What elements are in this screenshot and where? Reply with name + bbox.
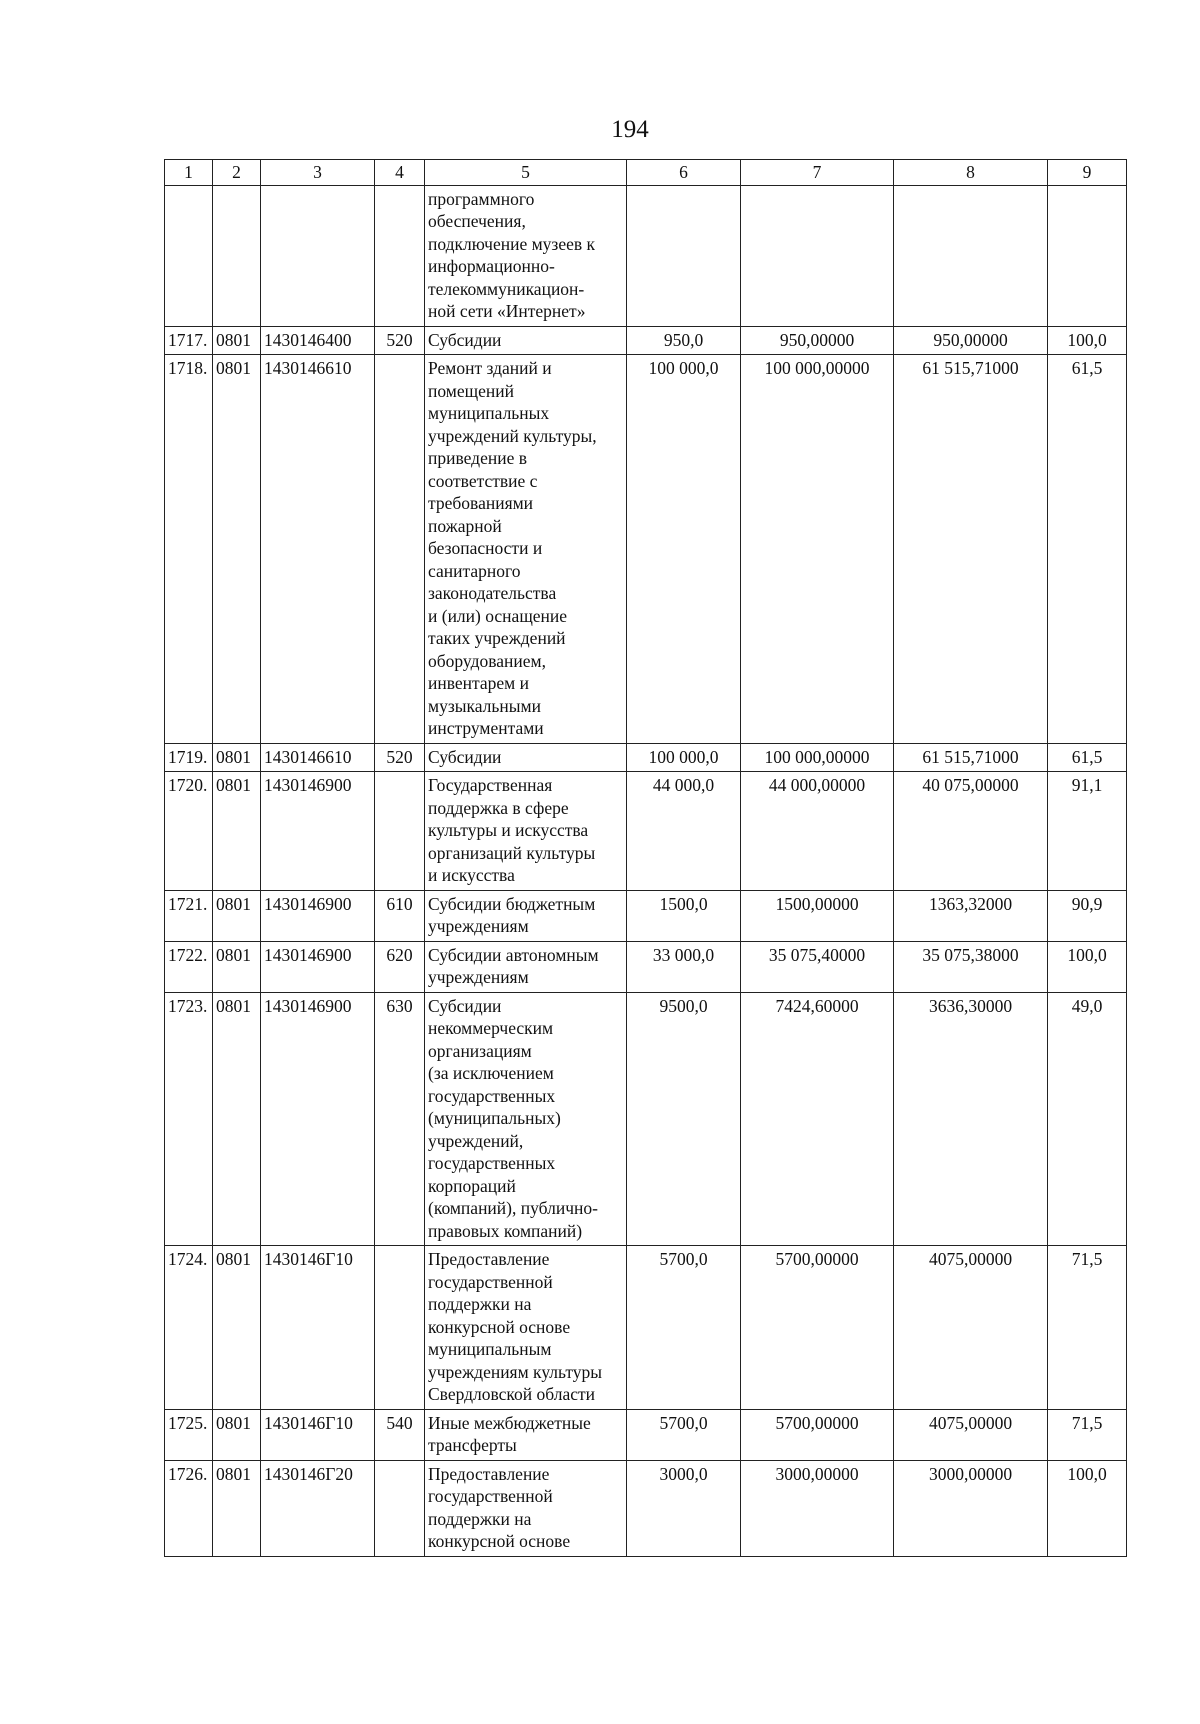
percent: 100,0 <box>1048 326 1127 355</box>
value-col-7: 7424,60000 <box>741 992 894 1246</box>
value-col-7: 3000,00000 <box>741 1460 894 1556</box>
value-col-6: 33 000,0 <box>627 941 741 992</box>
value-col-7: 1500,00000 <box>741 890 894 941</box>
description: Субсидии <box>425 743 627 772</box>
expense-type: 630 <box>375 992 425 1246</box>
value-col-6: 3000,0 <box>627 1460 741 1556</box>
table-row <box>165 890 1127 941</box>
expense-type: 520 <box>375 326 425 355</box>
value-col-8: 61 515,71000 <box>894 355 1048 744</box>
value-col-8: 3000,00000 <box>894 1460 1048 1556</box>
expense-type <box>375 355 425 744</box>
table-row <box>165 743 1127 772</box>
row-number: 1726. <box>165 1460 213 1556</box>
header-col-4: 4 <box>375 160 425 186</box>
value-col-8 <box>894 185 1048 326</box>
header-col-7: 7 <box>741 160 894 186</box>
section-code: 0801 <box>213 772 261 891</box>
expense-type <box>375 185 425 326</box>
table-row <box>165 1460 1127 1556</box>
target-code: 1430146900 <box>261 941 375 992</box>
row-number: 1722. <box>165 941 213 992</box>
section-code: 0801 <box>213 1409 261 1460</box>
table-row <box>165 185 1127 326</box>
target-code: 1430146900 <box>261 890 375 941</box>
value-col-6: 100 000,0 <box>627 743 741 772</box>
section-code: 0801 <box>213 890 261 941</box>
description: Субсидии <box>425 326 627 355</box>
table-row <box>165 355 1127 744</box>
row-number: 1718. <box>165 355 213 744</box>
percent: 100,0 <box>1048 941 1127 992</box>
table-row <box>165 1246 1127 1410</box>
table-row <box>165 992 1127 1246</box>
description: Государственная поддержка в сфере культуры и искусства организаций культуры и искусства <box>425 772 627 891</box>
table-row <box>165 941 1127 992</box>
value-col-6: 950,0 <box>627 326 741 355</box>
description: Иные межбюджетные трансферты <box>425 1409 627 1460</box>
description: Ремонт зданий и помещений муниципальных учреждений культуры, приведение в соответствие с требованиями пожарной безопасности и санитарного законодательства и (или) оснащение таких учреждений оборудованием, инвентарем и музыкальными инструментами <box>425 355 627 744</box>
description: программного обеспечения, подключение музеев к информационно- телекоммуникацион- ной сети «Интернет» <box>425 185 627 326</box>
value-col-6: 9500,0 <box>627 992 741 1246</box>
value-col-8: 4075,00000 <box>894 1246 1048 1410</box>
value-col-7 <box>741 185 894 326</box>
value-col-8: 40 075,00000 <box>894 772 1048 891</box>
expense-type: 620 <box>375 941 425 992</box>
row-number: 1721. <box>165 890 213 941</box>
value-col-6 <box>627 185 741 326</box>
row-number: 1720. <box>165 772 213 891</box>
section-code: 0801 <box>213 941 261 992</box>
row-number: 1723. <box>165 992 213 1246</box>
value-col-7: 100 000,00000 <box>741 355 894 744</box>
target-code: 1430146900 <box>261 992 375 1246</box>
section-code <box>213 185 261 326</box>
expense-type <box>375 1246 425 1410</box>
table-row <box>165 772 1127 891</box>
expense-type: 520 <box>375 743 425 772</box>
header-col-6: 6 <box>627 160 741 186</box>
percent: 71,5 <box>1048 1409 1127 1460</box>
target-code: 1430146400 <box>261 326 375 355</box>
value-col-6: 100 000,0 <box>627 355 741 744</box>
value-col-8: 35 075,38000 <box>894 941 1048 992</box>
description: Субсидии автономным учреждениям <box>425 941 627 992</box>
value-col-7: 100 000,00000 <box>741 743 894 772</box>
target-code: 1430146610 <box>261 355 375 744</box>
value-col-8: 3636,30000 <box>894 992 1048 1246</box>
value-col-7: 44 000,00000 <box>741 772 894 891</box>
header-col-9: 9 <box>1048 160 1127 186</box>
target-code: 1430146Г10 <box>261 1246 375 1410</box>
expense-type: 610 <box>375 890 425 941</box>
value-col-6: 44 000,0 <box>627 772 741 891</box>
expense-type <box>375 1460 425 1556</box>
percent: 61,5 <box>1048 743 1127 772</box>
percent: 61,5 <box>1048 355 1127 744</box>
header-col-2: 2 <box>213 160 261 186</box>
header-col-1: 1 <box>165 160 213 186</box>
target-code: 1430146610 <box>261 743 375 772</box>
row-number: 1717. <box>165 326 213 355</box>
budget-table <box>164 159 1127 1557</box>
value-col-8: 61 515,71000 <box>894 743 1048 772</box>
description: Субсидии бюджетным учреждениям <box>425 890 627 941</box>
value-col-6: 5700,0 <box>627 1409 741 1460</box>
target-code <box>261 185 375 326</box>
section-code: 0801 <box>213 743 261 772</box>
header-row <box>165 160 1127 186</box>
target-code: 1430146Г10 <box>261 1409 375 1460</box>
value-col-7: 950,00000 <box>741 326 894 355</box>
description: Предоставление государственной поддержки на конкурсной основе <box>425 1460 627 1556</box>
value-col-6: 5700,0 <box>627 1246 741 1410</box>
expense-type: 540 <box>375 1409 425 1460</box>
percent: 91,1 <box>1048 772 1127 891</box>
header-col-5: 5 <box>425 160 627 186</box>
section-code: 0801 <box>213 1246 261 1410</box>
section-code: 0801 <box>213 326 261 355</box>
row-number: 1719. <box>165 743 213 772</box>
value-col-7: 5700,00000 <box>741 1409 894 1460</box>
percent <box>1048 185 1127 326</box>
value-col-6: 1500,0 <box>627 890 741 941</box>
value-col-7: 35 075,40000 <box>741 941 894 992</box>
row-number: 1725. <box>165 1409 213 1460</box>
table-row <box>165 326 1127 355</box>
value-col-8: 950,00000 <box>894 326 1048 355</box>
value-col-7: 5700,00000 <box>741 1246 894 1410</box>
section-code: 0801 <box>213 355 261 744</box>
target-code: 1430146Г20 <box>261 1460 375 1556</box>
percent: 49,0 <box>1048 992 1127 1246</box>
row-number <box>165 185 213 326</box>
expense-type <box>375 772 425 891</box>
page-number: 194 <box>611 116 649 143</box>
target-code: 1430146900 <box>261 772 375 891</box>
percent: 100,0 <box>1048 1460 1127 1556</box>
table-row <box>165 1409 1127 1460</box>
header-col-8: 8 <box>894 160 1048 186</box>
value-col-8: 1363,32000 <box>894 890 1048 941</box>
value-col-8: 4075,00000 <box>894 1409 1048 1460</box>
section-code: 0801 <box>213 1460 261 1556</box>
percent: 90,9 <box>1048 890 1127 941</box>
description: Предоставление государственной поддержки на конкурсной основе муниципальным учреждениям культуры Свердловской области <box>425 1246 627 1410</box>
percent: 71,5 <box>1048 1246 1127 1410</box>
header-col-3: 3 <box>261 160 375 186</box>
section-code: 0801 <box>213 992 261 1246</box>
row-number: 1724. <box>165 1246 213 1410</box>
description: Субсидии некоммерческим организациям (за исключением государственных (муниципальных) учреждений, государственных корпораций (компаний), публично- правовых компаний) <box>425 992 627 1246</box>
